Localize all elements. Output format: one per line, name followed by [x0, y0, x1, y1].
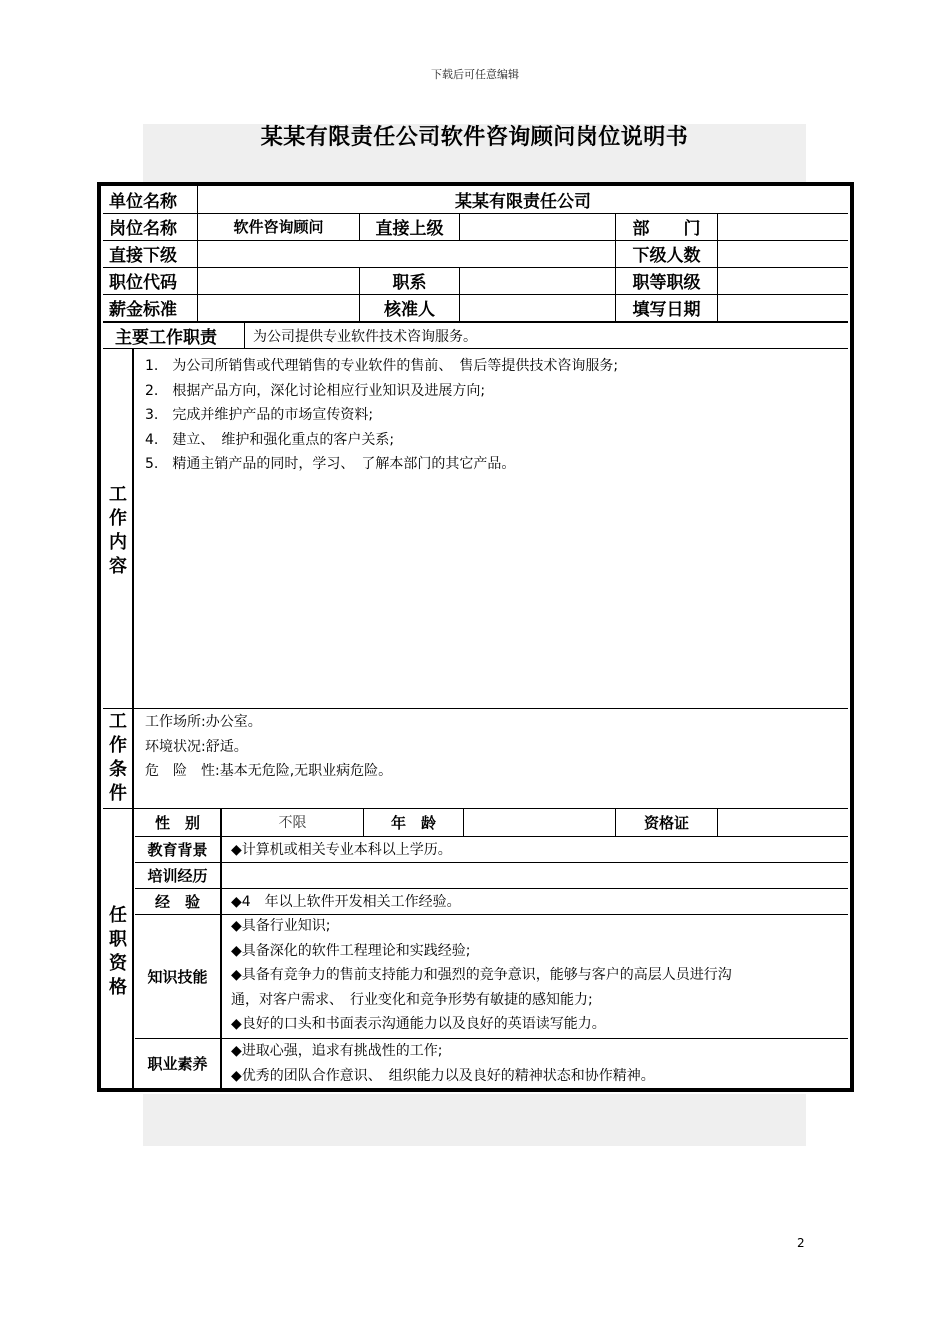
list-item: ◆具备有竞争力的售前支持能力和强烈的竞争意识，能够与客户的高层人员进行沟	[231, 967, 732, 983]
grade-label: 职等职级	[632, 273, 701, 293]
training-label: 培训经历	[147, 866, 208, 885]
gender-label: 性 别	[154, 813, 200, 832]
education-label: 教育背景	[147, 840, 208, 859]
skills-label: 知识技能	[147, 967, 208, 986]
qualifications-label: 任 职 资 格	[109, 905, 127, 998]
age-label: 年 龄	[390, 813, 436, 832]
work-conditions-label: 工 作 条 件	[109, 711, 127, 804]
list-item: ◆良好的口头和书面表示沟通能力以及良好的英语读写能力。	[231, 1016, 606, 1032]
document-title: 某某有限责任公司软件咨询顾问岗位说明书	[260, 125, 689, 150]
list-item: 环境状况:舒适。	[145, 738, 248, 755]
date-label: 填写日期	[632, 300, 701, 320]
list-item: ◆优秀的团队合作意识、 组织能力以及良好的精神状态和协作精神。	[231, 1067, 655, 1084]
work-content-list	[145, 354, 618, 477]
post-label: 岗位名称	[109, 219, 177, 239]
code-value[interactable]	[198, 267, 359, 294]
list-item: 危 险 性:基本无危险,无职业病危险。	[145, 763, 393, 779]
cert-label: 资格证	[643, 813, 689, 832]
header-note: 下载后可任意编辑	[431, 68, 519, 81]
list-item: 工作场所:办公室。	[145, 714, 262, 730]
grade-value[interactable]	[718, 267, 848, 294]
approver-value[interactable]	[460, 294, 615, 321]
list-item: 4. 建立、 维护和强化重点的客户关系;	[145, 431, 395, 448]
quality-label: 职业素养	[147, 1055, 208, 1073]
superior-label: 直接上级	[375, 219, 444, 239]
page-number: 2	[797, 1236, 805, 1250]
dept-value[interactable]	[718, 213, 848, 240]
footer-background	[143, 1094, 806, 1146]
salary-label: 薪金标准	[109, 300, 177, 320]
experience-value: ◆4 年以上软件开发相关工作经验。	[231, 894, 461, 910]
series-value[interactable]	[460, 267, 615, 294]
sub-count-value[interactable]	[718, 240, 848, 267]
list-item: 3. 完成并维护产品的市场宣传资料;	[145, 407, 374, 423]
experience-label: 经 验	[154, 892, 200, 911]
work-content-label: 工 作 内 容	[109, 484, 127, 577]
series-label: 职系	[392, 273, 427, 293]
list-item: ◆具备行业知识;	[231, 918, 331, 934]
dept-label: 部 门	[632, 219, 701, 239]
age-value[interactable]	[464, 808, 615, 836]
code-label: 职位代码	[109, 273, 177, 293]
training-value[interactable]	[231, 862, 841, 888]
superior-value[interactable]	[460, 213, 615, 240]
list-item: 2. 根据产品方向，深化讨论相应行业知识及进展方向;	[145, 382, 486, 399]
list-item: ◆具备深化的软件工程理论和实践经验;	[231, 942, 471, 959]
subordinate-value[interactable]	[198, 240, 615, 267]
list-item: 1. 为公司所销售或代理销售的专业软件的售前、 售后等提供技术咨询服务;	[145, 358, 619, 374]
main-duty-value: 为公司提供专业软件技术咨询服务。	[253, 328, 477, 345]
job-description-form	[97, 182, 854, 1092]
work-conditions-list	[145, 710, 392, 784]
list-item: 通，对客户需求、 行业变化和竞争形势有敏捷的感知能力;	[231, 991, 593, 1008]
quality-list	[231, 1039, 655, 1088]
unit-value: 某某有限责任公司	[455, 192, 591, 212]
cert-value[interactable]	[718, 808, 848, 836]
sub-count-label: 下级人数	[632, 246, 701, 266]
list-item: ◆进取心强，追求有挑战性的工作;	[231, 1043, 443, 1059]
subordinate-label: 直接下级	[109, 246, 177, 266]
education-value: ◆计算机或相关专业本科以上学历。	[231, 842, 452, 858]
skills-list	[231, 914, 732, 1037]
approver-label: 核准人	[384, 300, 435, 320]
post-value: 软件咨询顾问	[233, 218, 324, 236]
main-duty-label: 主要工作职责	[115, 328, 217, 348]
salary-value[interactable]	[198, 294, 359, 321]
date-value[interactable]	[718, 294, 848, 321]
unit-label: 单位名称	[109, 192, 177, 212]
gender-value: 不限	[278, 815, 307, 831]
list-item: 5. 精通主销产品的同时，学习、 了解本部门的其它产品。	[145, 456, 516, 472]
